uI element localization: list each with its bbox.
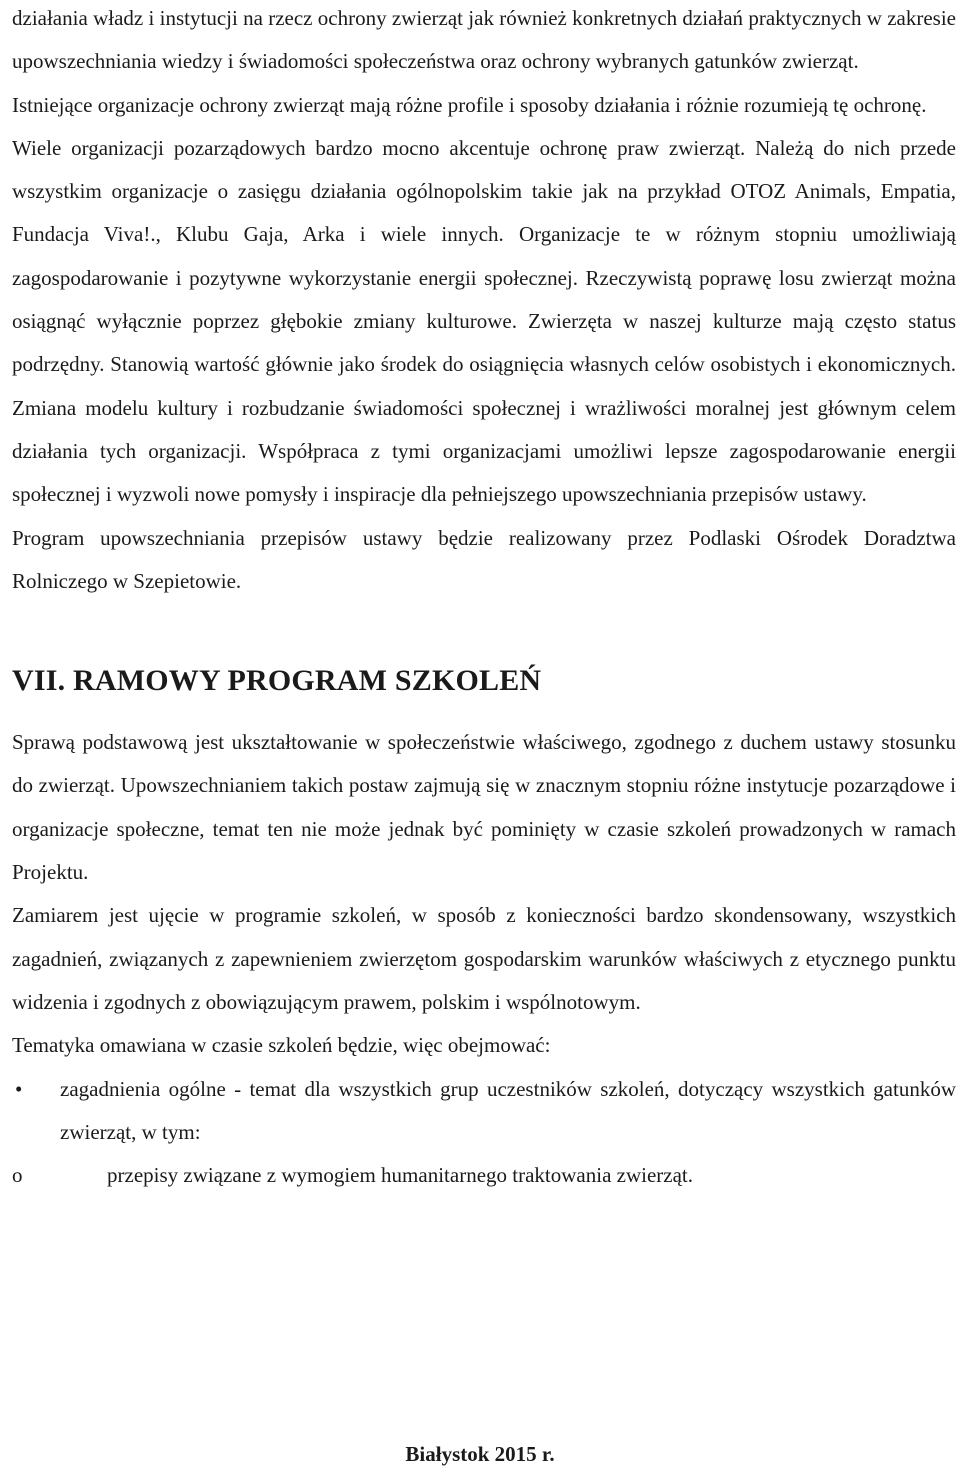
topic-list [12, 1068, 956, 1198]
body-paragraph: Program upowszechniania przepisów ustawy będzie realizowany przez Podlaski Ośrodek Doradztwa Rolniczego w Szepietowie. [12, 525, 956, 593]
circle-bullet-icon: o [12, 1163, 23, 1188]
section-heading: VII. RAMOWY PROGRAM SZKOLEŃ [12, 664, 542, 698]
bullet-icon: • [15, 1076, 23, 1101]
sub-topic-list [12, 1154, 956, 1197]
page-footer: Białystok 2015 r. [405, 1442, 555, 1466]
body-paragraph: Tematyka omawiana w czasie szkoleń będzie, więc obejmować: [12, 1033, 551, 1058]
list-item [12, 1068, 956, 1198]
body-paragraph: Sprawą podstawową jest ukształtowanie w społeczeństwie właściwego, zgodnego z duchem ustawy stosunku do zwierząt. Upowszechnianiem takich postaw zajmują się w znacznym stopniu różne instytucje pozarządowe i organizacje społeczne, temat ten nie może jednak być pominięty w czasie szkoleń prowadzonych w ramach Projektu. [12, 730, 956, 885]
body-paragraph: Istniejące organizacje ochrony zwierząt mają różne profile i sposoby działania i różnie rozumieją tę ochronę. [12, 92, 927, 117]
document-page [12, 0, 956, 1197]
body-paragraph: Wiele organizacji pozarządowych bardzo mocno akcentuje ochronę praw zwierząt. Należą do nich przede wszystkim organizacje o zasięgu działania ogólnopolskim takie jak na przykład OTOZ Animals, Empatia, Fundacja Viva!., Klubu Gaja, Arka i wiele innych. Organizacje te w różnym stopniu umożliwiają zagospodarowanie i pozytywne wykorzystanie energii społecznej. Rzeczywistą poprawę losu zwierząt można osiągnąć wyłącznie poprzez głębokie zmiany kulturowe. Zwierzęta w naszej kulturze mają często status podrzędny. Stanowią wartość głównie jako środek do osiągnięcia własnych celów osobistych i ekonomicznych. Zmiana modelu kultury i rozbudzanie świadomości społecznej i wrażliwości moralnej jest głównym celem działania tych organizacji. Współpraca z tymi organizacjami umożliwi lepsze zagospodarowanie energii społecznej i wyzwoli nowe pomysły i inspiracje dla pełniejszego upowszechniania przepisów ustawy. [12, 135, 956, 507]
body-paragraph: Zamiarem jest ujęcie w programie szkoleń, w sposób z konieczności bardzo skondensowany, wszystkich zagadnień, związanych z zapewnieniem zwierzętom gospodarskim warunków właściwych z etycznego punktu widzenia i zgodnych z obowiązującym prawem, polskim i wspólnotowym. [12, 903, 956, 1014]
sub-list-item-text: przepisy związane z wymogiem humanitarnego traktowania zwierząt. [107, 1163, 694, 1188]
list-item-text: zagadnienia ogólne - temat dla wszystkich grup uczestników szkoleń, dotyczący wszystkich gatunków zwierząt, w tym: [60, 1076, 956, 1144]
body-paragraph: działania władz i instytucji na rzecz ochrony zwierząt jak również konkretnych działań praktycznych w zakresie upowszechniania wiedzy i świadomości społeczeństwa oraz ochrony wybranych gatunków zwierząt. [12, 6, 956, 74]
sub-list-item [12, 1154, 956, 1197]
